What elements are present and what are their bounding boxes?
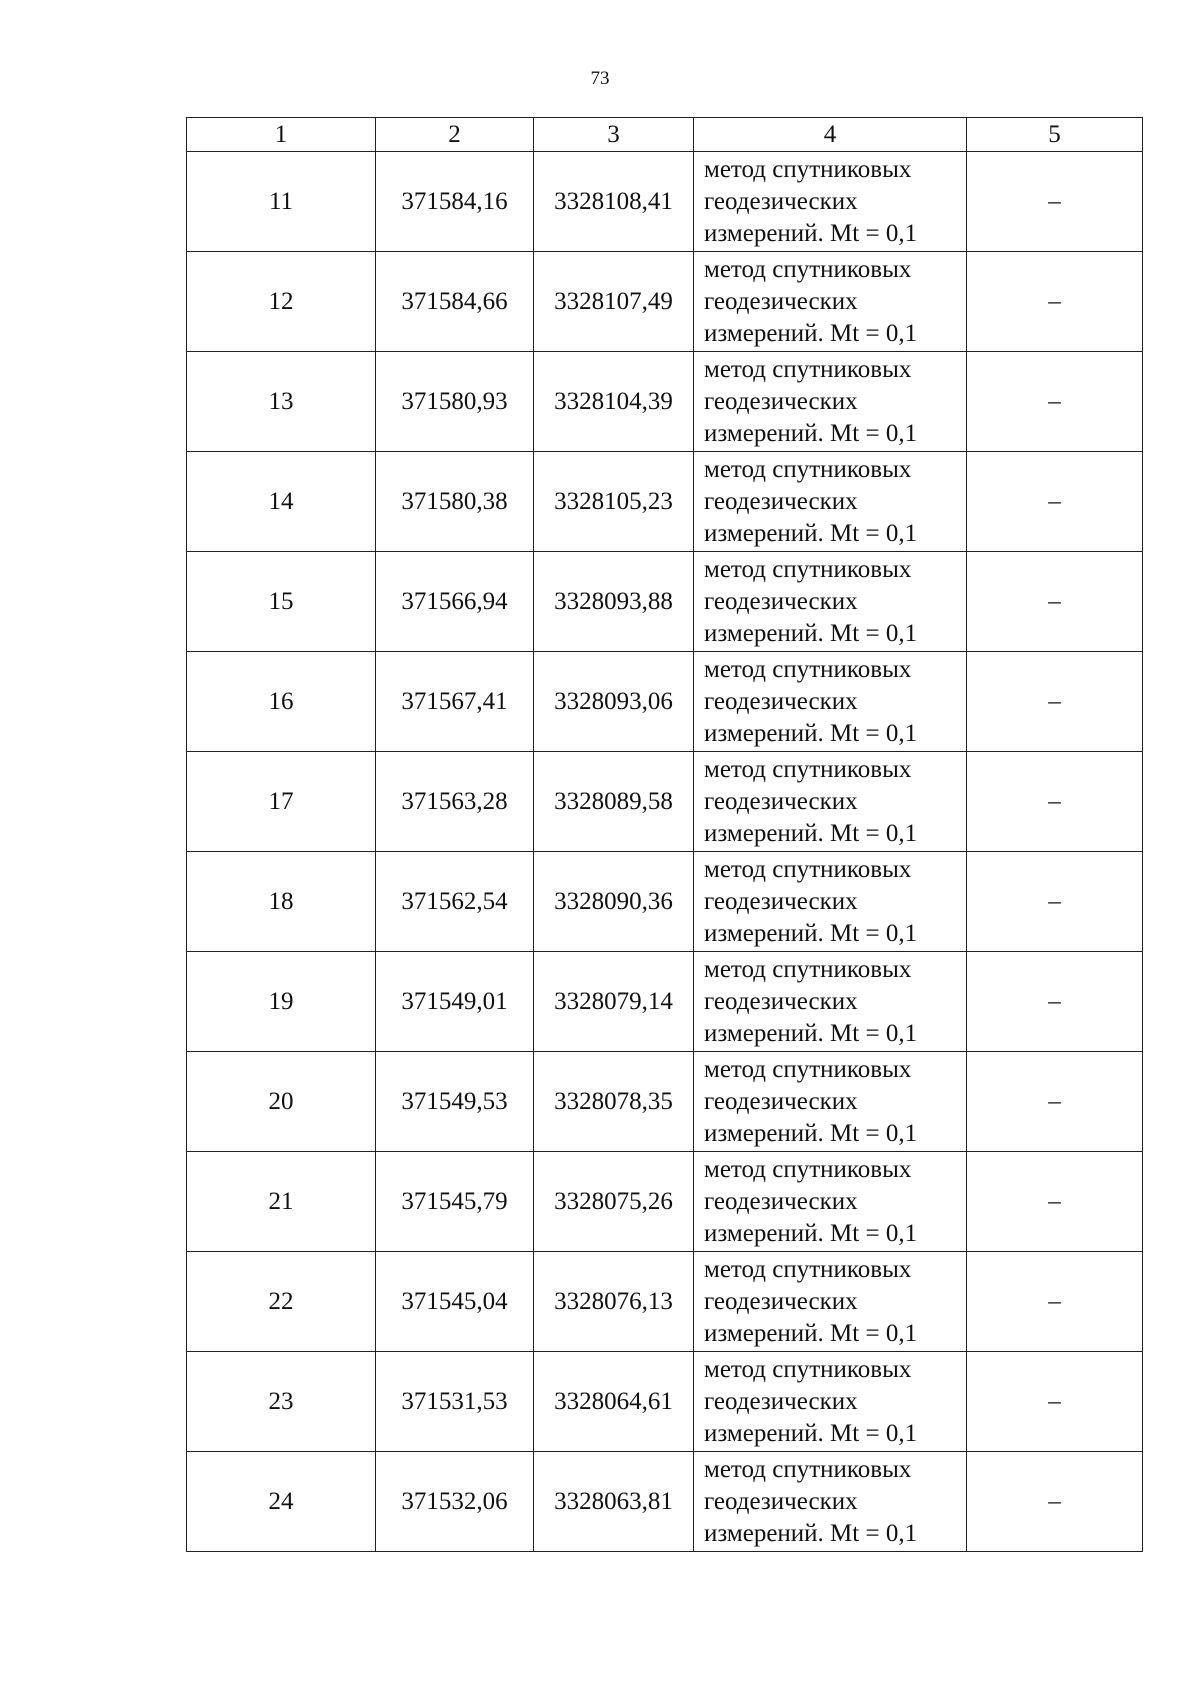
table-body xyxy=(187,152,1143,1552)
coordinate-x-cell: 371545,04 xyxy=(376,1252,534,1352)
coordinate-y-cell: 3328093,06 xyxy=(534,652,694,752)
coordinate-x-cell: 371584,16 xyxy=(376,152,534,252)
note-cell: – xyxy=(967,1452,1143,1552)
method-text-line: метод спутниковых xyxy=(704,355,912,383)
coordinate-y-cell: 3328075,26 xyxy=(534,1152,694,1252)
point-number-cell: 11 xyxy=(187,152,376,252)
method-text-line: геодезических xyxy=(704,987,858,1015)
coordinate-x-cell: 371580,38 xyxy=(376,452,534,552)
coordinate-y-cell: 3328079,14 xyxy=(534,952,694,1052)
coordinates-table xyxy=(186,117,1143,1552)
method-text-line: метод спутниковых xyxy=(704,1055,912,1083)
note-cell: – xyxy=(967,1152,1143,1252)
coordinate-y-cell: 3328089,58 xyxy=(534,752,694,852)
method-text-line: геодезических xyxy=(704,287,858,315)
method-text-line: геодезических xyxy=(704,1187,858,1215)
point-number-cell: 22 xyxy=(187,1252,376,1352)
coordinate-y-cell: 3328090,36 xyxy=(534,852,694,952)
method-text-line: измерений. Mt = 0,1 xyxy=(704,719,918,747)
method-text-line: измерений. Mt = 0,1 xyxy=(704,1119,918,1147)
point-number-cell: 13 xyxy=(187,352,376,452)
method-text-line: измерений. Mt = 0,1 xyxy=(704,1319,918,1347)
method-text-line: метод спутниковых xyxy=(704,855,912,883)
method-text-line: измерений. Mt = 0,1 xyxy=(704,919,918,947)
method-text-line: измерений. Mt = 0,1 xyxy=(704,1519,918,1547)
coordinate-y-cell: 3328063,81 xyxy=(534,1452,694,1552)
table-row xyxy=(187,252,1143,352)
table-header xyxy=(187,118,1143,152)
column-header-5: 5 xyxy=(967,118,1143,152)
coordinate-y-cell: 3328107,49 xyxy=(534,252,694,352)
column-header-1: 1 xyxy=(187,118,376,152)
table-row xyxy=(187,752,1143,852)
method-text-line: геодезических xyxy=(704,787,858,815)
point-number-cell: 12 xyxy=(187,252,376,352)
coordinate-x-cell: 371566,94 xyxy=(376,552,534,652)
coordinate-x-cell: 371563,28 xyxy=(376,752,534,852)
method-text-line: измерений. Mt = 0,1 xyxy=(704,419,918,447)
coordinate-x-cell: 371549,01 xyxy=(376,952,534,1052)
method-text-line: геодезических xyxy=(704,187,858,215)
method-cell xyxy=(694,552,967,652)
method-cell xyxy=(694,1352,967,1452)
method-cell xyxy=(694,1452,967,1552)
method-text-line: измерений. Mt = 0,1 xyxy=(704,1419,918,1447)
note-cell: – xyxy=(967,1052,1143,1152)
method-text-line: метод спутниковых xyxy=(704,555,912,583)
coordinate-x-cell: 371532,06 xyxy=(376,1452,534,1552)
header-row xyxy=(187,118,1143,152)
method-text-line: метод спутниковых xyxy=(704,955,912,983)
method-cell xyxy=(694,452,967,552)
table-row xyxy=(187,352,1143,452)
method-text-line: геодезических xyxy=(704,1087,858,1115)
coordinate-x-cell: 371549,53 xyxy=(376,1052,534,1152)
method-text-line: геодезических xyxy=(704,487,858,515)
method-text-line: измерений. Mt = 0,1 xyxy=(704,619,918,647)
method-text-line: метод спутниковых xyxy=(704,1355,912,1383)
method-text-line: метод спутниковых xyxy=(704,1155,912,1183)
method-text-line: геодезических xyxy=(704,1487,858,1515)
coordinate-y-cell: 3328078,35 xyxy=(534,1052,694,1152)
method-text-line: измерений. Mt = 0,1 xyxy=(704,319,918,347)
note-cell: – xyxy=(967,1252,1143,1352)
method-text-line: геодезических xyxy=(704,887,858,915)
method-text-line: метод спутниковых xyxy=(704,1255,912,1283)
method-text-line: метод спутниковых xyxy=(704,255,912,283)
method-cell xyxy=(694,852,967,952)
coordinate-x-cell: 371580,93 xyxy=(376,352,534,452)
coordinate-y-cell: 3328108,41 xyxy=(534,152,694,252)
method-text-line: метод спутниковых xyxy=(704,655,912,683)
table-row xyxy=(187,152,1143,252)
coordinate-x-cell: 371562,54 xyxy=(376,852,534,952)
note-cell: – xyxy=(967,952,1143,1052)
point-number-cell: 18 xyxy=(187,852,376,952)
method-text-line: измерений. Mt = 0,1 xyxy=(704,519,918,547)
method-text-line: измерений. Mt = 0,1 xyxy=(704,219,918,247)
method-text-line: метод спутниковых xyxy=(704,455,912,483)
method-text-line: геодезических xyxy=(704,1287,858,1315)
note-cell: – xyxy=(967,852,1143,952)
coordinate-y-cell: 3328093,88 xyxy=(534,552,694,652)
coordinate-x-cell: 371531,53 xyxy=(376,1352,534,1452)
coordinate-x-cell: 371584,66 xyxy=(376,252,534,352)
point-number-cell: 19 xyxy=(187,952,376,1052)
table-row xyxy=(187,852,1143,952)
table-row xyxy=(187,1152,1143,1252)
note-cell: – xyxy=(967,252,1143,352)
note-cell: – xyxy=(967,552,1143,652)
method-text-line: измерений. Mt = 0,1 xyxy=(704,1219,918,1247)
method-cell xyxy=(694,1152,967,1252)
method-text-line: геодезических xyxy=(704,1387,858,1415)
method-text-line: измерений. Mt = 0,1 xyxy=(704,819,918,847)
table-row xyxy=(187,452,1143,552)
method-text-line: геодезических xyxy=(704,587,858,615)
note-cell: – xyxy=(967,452,1143,552)
point-number-cell: 20 xyxy=(187,1052,376,1152)
table-row xyxy=(187,1452,1143,1552)
point-number-cell: 16 xyxy=(187,652,376,752)
method-cell xyxy=(694,152,967,252)
point-number-cell: 21 xyxy=(187,1152,376,1252)
point-number-cell: 23 xyxy=(187,1352,376,1452)
method-text-line: метод спутниковых xyxy=(704,155,912,183)
method-cell xyxy=(694,652,967,752)
note-cell: – xyxy=(967,752,1143,852)
method-cell xyxy=(694,252,967,352)
table-row xyxy=(187,1252,1143,1352)
column-header-4: 4 xyxy=(694,118,967,152)
coordinate-x-cell: 371545,79 xyxy=(376,1152,534,1252)
method-text-line: геодезических xyxy=(704,387,858,415)
table-row xyxy=(187,652,1143,752)
method-text-line: измерений. Mt = 0,1 xyxy=(704,1019,918,1047)
point-number-cell: 17 xyxy=(187,752,376,852)
column-header-3: 3 xyxy=(534,118,694,152)
coordinate-y-cell: 3328064,61 xyxy=(534,1352,694,1452)
page-number: 73 xyxy=(590,68,610,89)
note-cell: – xyxy=(967,652,1143,752)
method-text-line: метод спутниковых xyxy=(704,1455,912,1483)
coordinate-y-cell: 3328105,23 xyxy=(534,452,694,552)
coordinate-y-cell: 3328076,13 xyxy=(534,1252,694,1352)
note-cell: – xyxy=(967,1352,1143,1452)
table-row xyxy=(187,952,1143,1052)
method-cell xyxy=(694,352,967,452)
column-header-2: 2 xyxy=(376,118,534,152)
coordinate-x-cell: 371567,41 xyxy=(376,652,534,752)
point-number-cell: 24 xyxy=(187,1452,376,1552)
table-row xyxy=(187,552,1143,652)
table-row xyxy=(187,1352,1143,1452)
point-number-cell: 14 xyxy=(187,452,376,552)
table-row xyxy=(187,1052,1143,1152)
method-text-line: геодезических xyxy=(704,687,858,715)
method-cell xyxy=(694,1252,967,1352)
method-text-line: метод спутниковых xyxy=(704,755,912,783)
method-cell xyxy=(694,1052,967,1152)
coordinate-y-cell: 3328104,39 xyxy=(534,352,694,452)
point-number-cell: 15 xyxy=(187,552,376,652)
note-cell: – xyxy=(967,152,1143,252)
method-cell xyxy=(694,752,967,852)
note-cell: – xyxy=(967,352,1143,452)
method-cell xyxy=(694,952,967,1052)
